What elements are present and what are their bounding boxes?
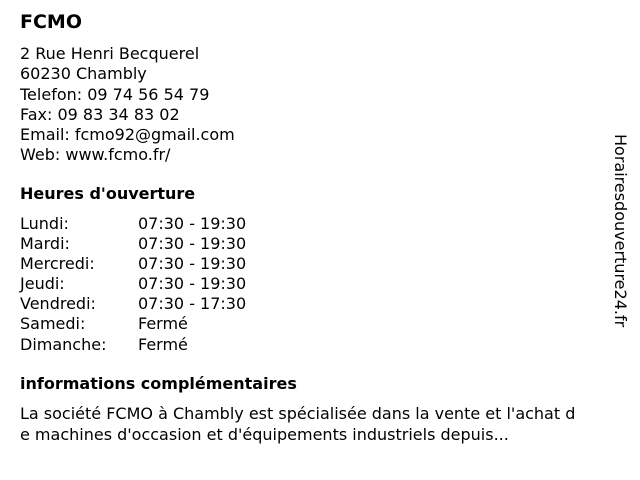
hours-row-wednesday — [20, 254, 246, 274]
day-label: Dimanche: — [20, 334, 107, 354]
watermark-text: Horairesdouverture24.fr — [611, 134, 630, 328]
hours-row-tuesday — [20, 234, 246, 254]
address-street: 2 Rue Henri Becquerel — [20, 44, 200, 63]
day-time: 07:30 - 19:30 — [138, 254, 247, 274]
hours-row-saturday — [20, 314, 246, 334]
hours-row-friday — [20, 294, 246, 314]
hours-row-thursday — [20, 274, 246, 294]
hours-row-monday — [20, 214, 246, 234]
day-label: Samedi: — [20, 314, 86, 334]
address-city: 60230 Chambly — [20, 64, 147, 84]
day-label: Mardi: — [20, 234, 70, 254]
hours-heading: Heures d'ouverture — [20, 184, 196, 203]
contact-block — [20, 44, 235, 166]
day-time: Fermé — [138, 314, 188, 334]
info-heading: informations complémentaires — [20, 374, 297, 393]
day-label: Mercredi: — [20, 254, 95, 274]
company-name: FCMO — [20, 11, 82, 33]
day-label: Vendredi: — [20, 294, 96, 314]
email-address: Email: fcmo92@gmail.com — [20, 125, 235, 145]
day-time: 07:30 - 19:30 — [138, 214, 247, 233]
day-time: Fermé — [138, 334, 188, 354]
day-time: 07:30 - 19:30 — [138, 234, 247, 254]
phone-number: Telefon: 09 74 56 54 79 — [20, 84, 210, 104]
hours-table — [20, 214, 246, 355]
day-label: Jeudi: — [20, 274, 65, 294]
info-description: La société FCMO à Chambly est spécialisée dans la vente et l'achat de machines d'occasion et d'équipements industriels depuis... — [20, 404, 576, 444]
day-time: 07:30 - 17:30 — [138, 294, 247, 314]
watermark — [610, 134, 630, 344]
fax-number: Fax: 09 83 34 83 02 — [20, 104, 180, 124]
day-label: Lundi: — [20, 214, 69, 233]
hours-row-sunday — [20, 335, 246, 355]
website: Web: www.fcmo.fr/ — [20, 145, 171, 165]
day-time: 07:30 - 19:30 — [138, 274, 247, 294]
